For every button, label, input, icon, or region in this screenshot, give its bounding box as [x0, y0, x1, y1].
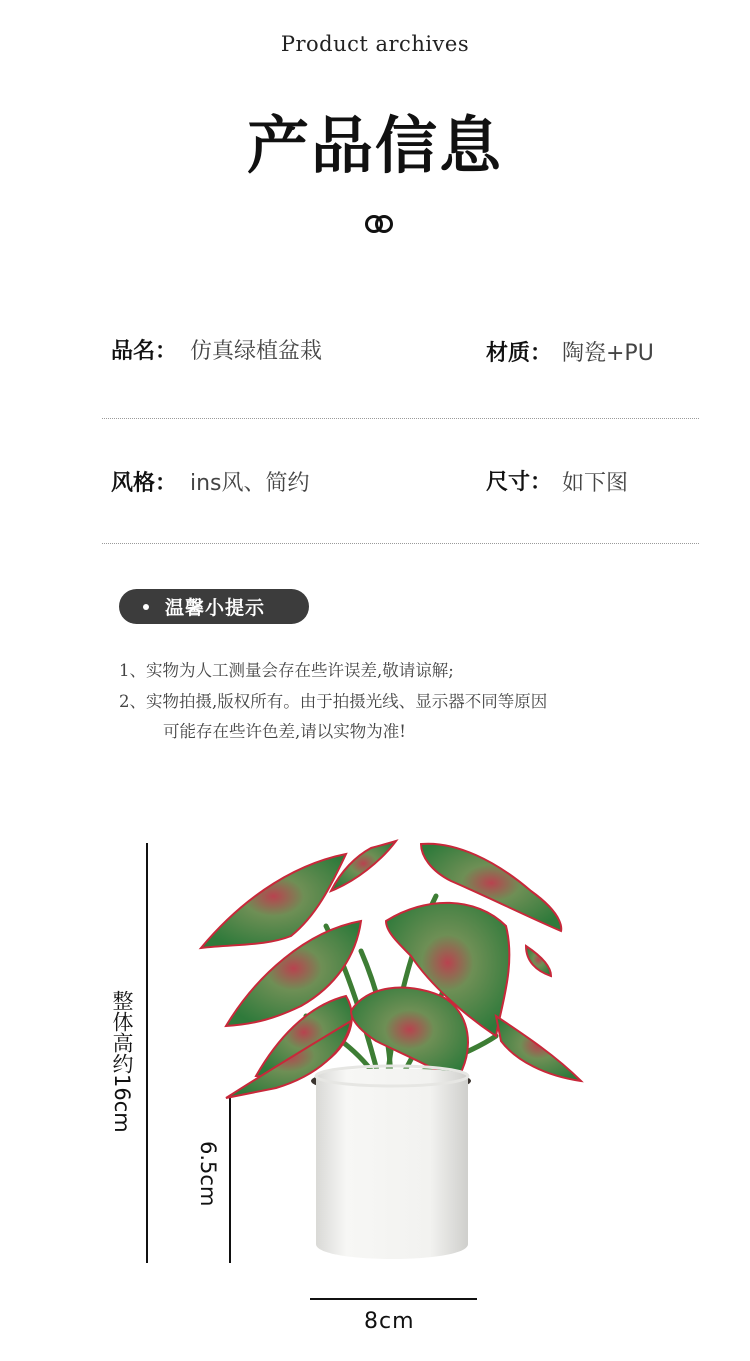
- total-height-line: [146, 843, 148, 1263]
- pot-width-label: 8cm: [364, 1309, 415, 1334]
- page-subtitle: Product archives: [280, 32, 470, 56]
- tip-line-2: 2、实物拍摄,版权所有。由于拍摄光线、显示器不同等原因: [119, 692, 548, 711]
- product-name-label: 品名：: [111, 339, 178, 364]
- bullet-dot-icon: [143, 604, 149, 610]
- pot-width-line: [310, 1298, 477, 1300]
- product-name-value: 仿真绿植盆栽: [190, 339, 323, 364]
- size-value: 如下图: [562, 471, 629, 496]
- style-label: 风格：: [111, 471, 178, 496]
- material-label: 材质：: [486, 341, 553, 366]
- double-ring-icon: [364, 213, 394, 235]
- tip-line-3: 可能存在些许色差,请以实物为准!: [163, 722, 406, 741]
- spec-divider: [102, 543, 699, 544]
- total-height-label: 整体高约16cm: [110, 990, 134, 1133]
- style-value: ins风、简约: [190, 471, 310, 496]
- plant-image: [196, 836, 596, 1266]
- pot-height-label: 6.5cm: [196, 1141, 220, 1207]
- page-title: 产品信息: [246, 109, 503, 182]
- material-value: 陶瓷+PU: [562, 341, 654, 366]
- tips-badge-label: 温馨小提示: [165, 597, 266, 619]
- size-label: 尺寸：: [486, 470, 553, 495]
- spec-divider: [102, 418, 699, 419]
- tip-line-1: 1、实物为人工测量会存在些许误差,敬请谅解;: [119, 661, 454, 680]
- tips-badge: [119, 589, 309, 624]
